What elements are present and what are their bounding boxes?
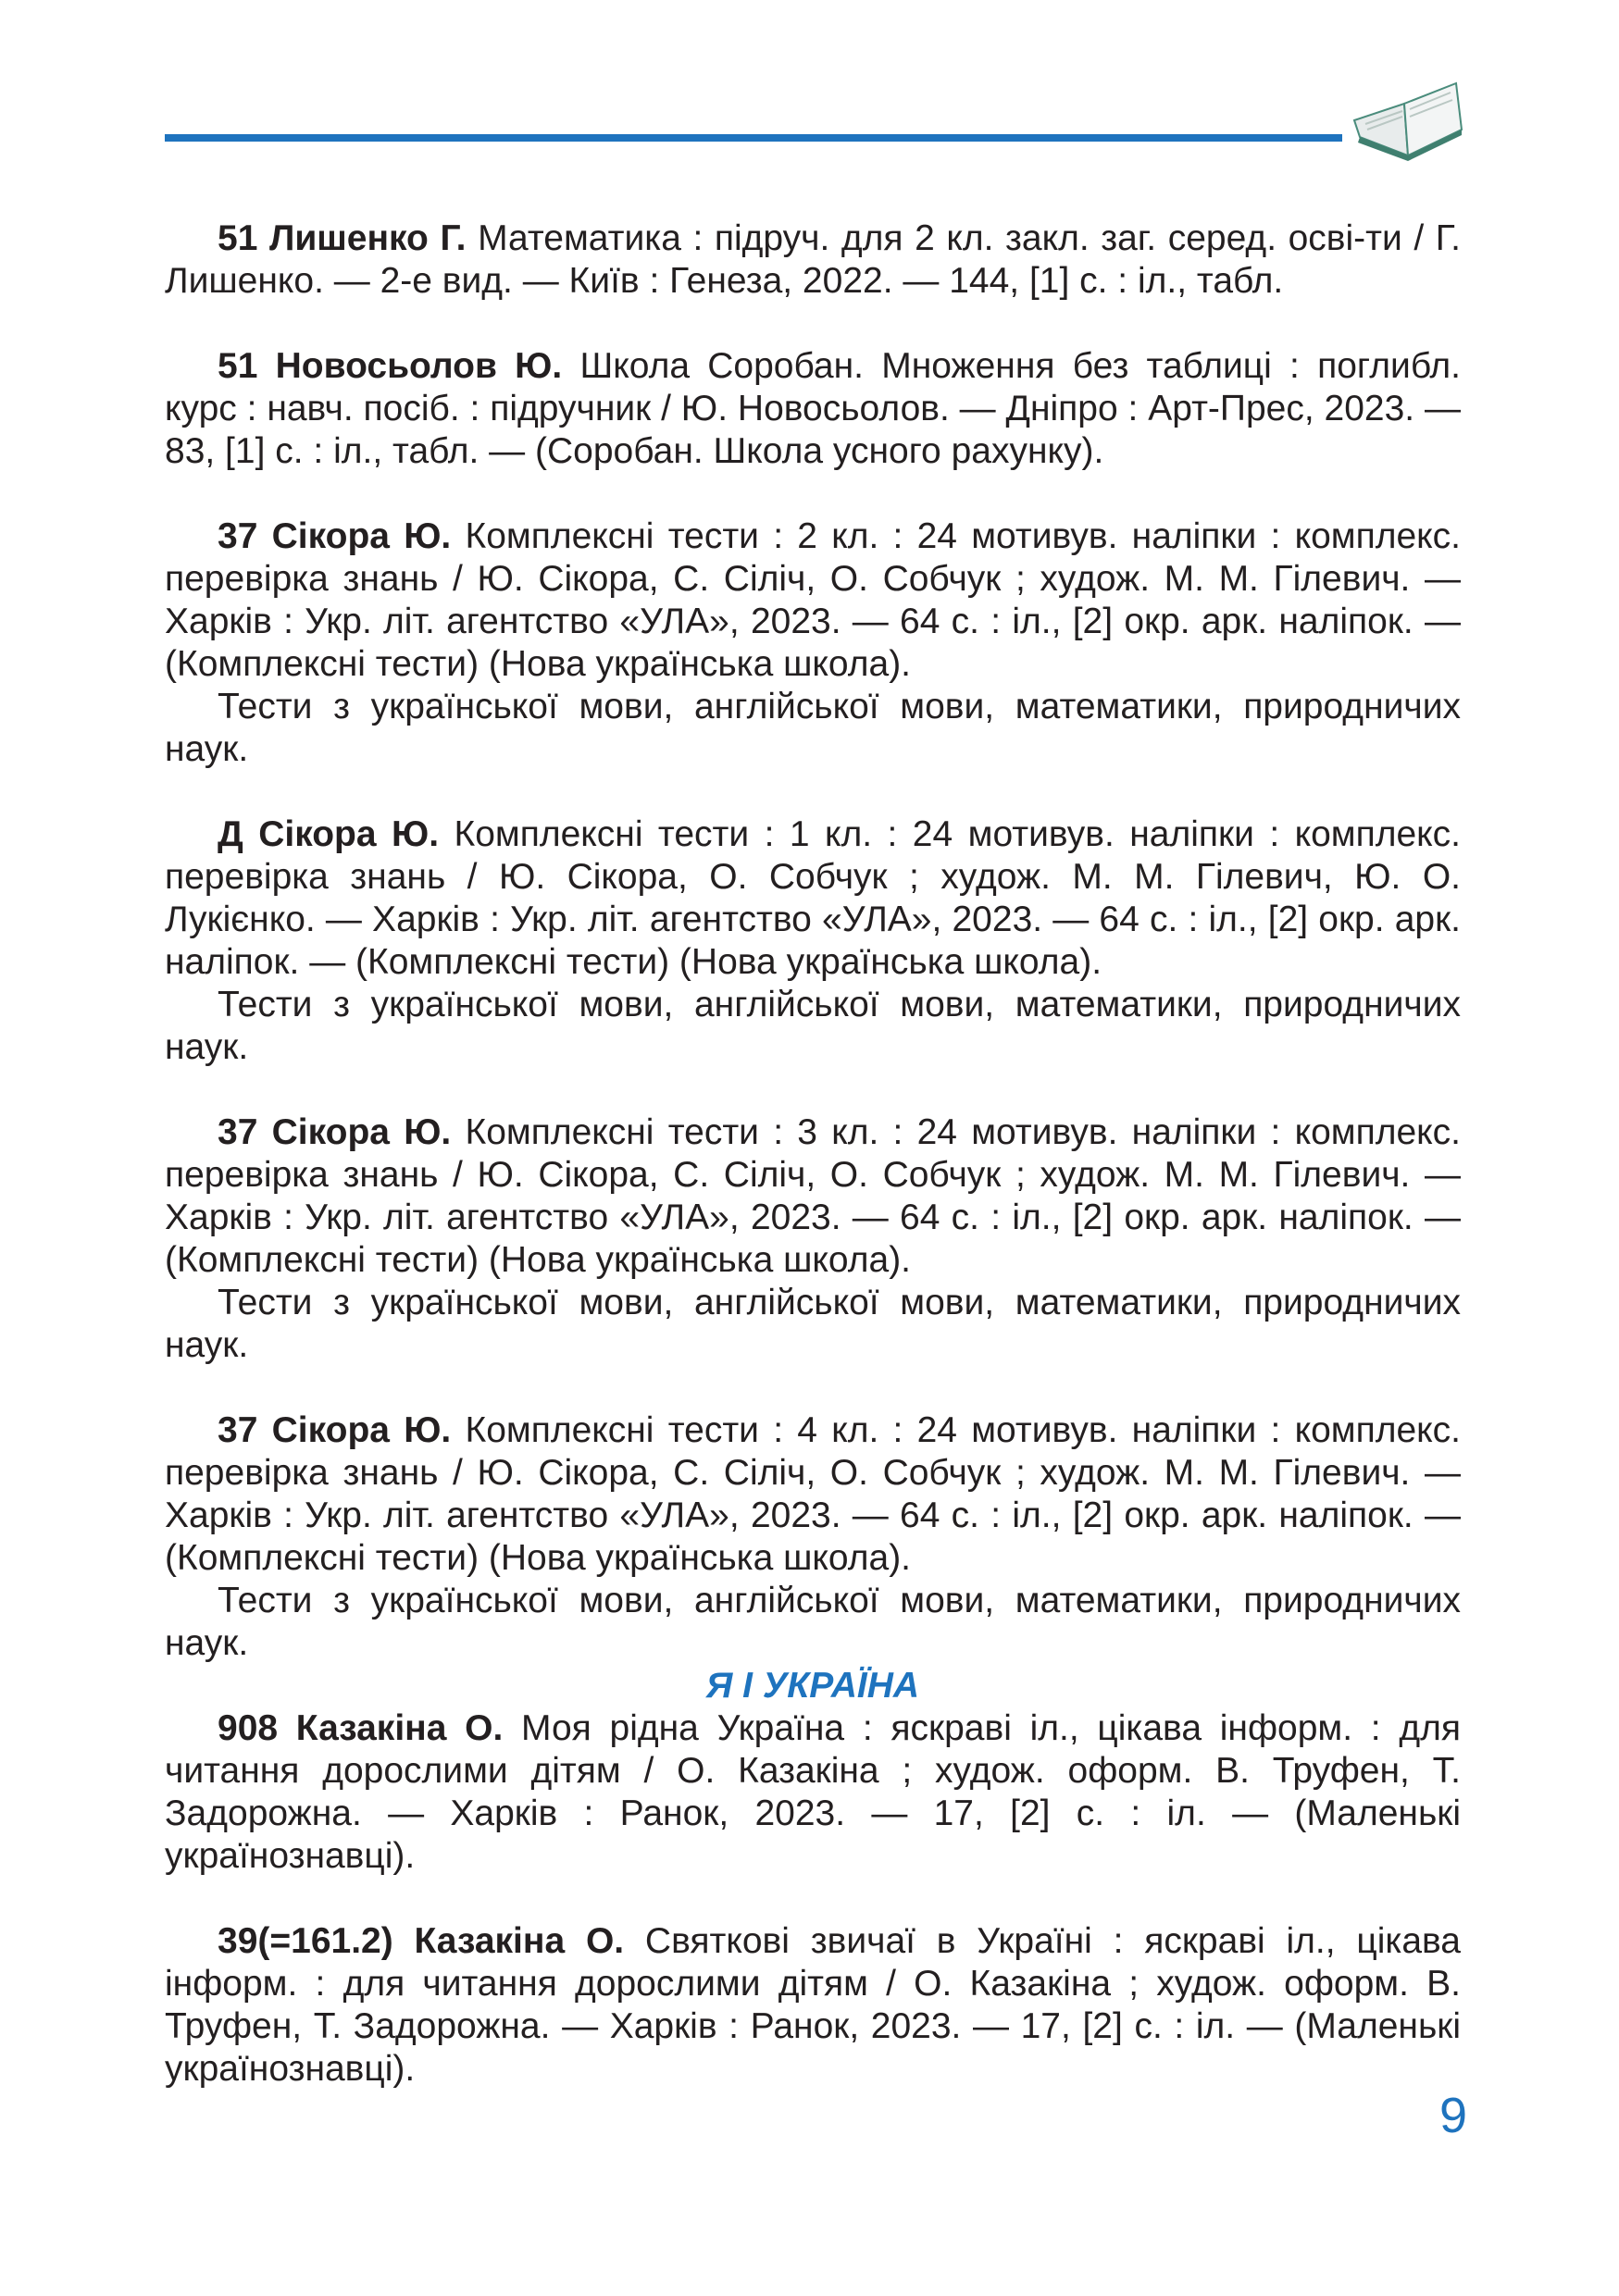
entry-description: [165, 1409, 1461, 1580]
entry-code-author: 37 Сікора Ю.: [218, 1112, 452, 1152]
entry-description: [165, 1920, 1461, 2091]
entry-description: [165, 1111, 1461, 1282]
entry-text: Математика : підруч. для 2 кл. закл. заг. серед. осві-ти / Г. Лишенко. — 2-е вид. — Київ : Генеза, 2022. — 144, [1] с. : іл., табл.: [165, 218, 1461, 301]
section-heading: Я І УКРАЇНА: [705, 1666, 920, 1706]
bibliography-entry: [165, 1409, 1461, 1665]
bibliography-entry: [165, 1111, 1461, 1367]
bibliography-entry: [165, 1707, 1461, 1878]
entry-code-author: Д Сікора Ю.: [218, 814, 440, 854]
entry-text: Святкові звичаї в Україні : яскраві іл., цікава інформ. : для читання дорослими дітям / О. Казакіна ; худож. оформ. В. Труфен, Т. Задорожна. — Харків : Ранок, 2023. — 17, [2] с. : іл. — (Маленькі українознавці).: [165, 1921, 1461, 2089]
entry-text: Комплексні тести : 1 кл. : 24 мотивув. наліпки : комплекс. перевірка знань / Ю. Сікора, О. Собчук ; худож. М. М. Гілевич, Ю. О. Лукієнко. — Харків : Укр. літ. агентство «УЛА», 2023. — 64 с. : іл., [2] окр. арк. наліпок. — (Комплексні тести) (Нова українська школа).: [165, 814, 1461, 982]
entry-text: Комплексні тести : 2 кл. : 24 мотивув. наліпки : комплекс. перевірка знань / Ю. Сікора, С. Сіліч, О. Собчук ; худож. М. М. Гілевич. — Харків : Укр. літ. агентство «УЛА», 2023. — 64 с. : іл., [2] окр. арк. наліпок. — (Комплексні тести) (Нова українська школа).: [165, 516, 1461, 684]
entry-description: [165, 217, 1461, 303]
entry-annotation: Тести з української мови, англійської мови, математики, природничих наук.: [165, 1581, 1461, 1663]
entry-code-author: 51 Новосьолов Ю.: [218, 346, 563, 386]
entry-annotation: Тести з української мови, англійської мови, математики, природничих наук.: [165, 985, 1461, 1067]
entry-description: [165, 345, 1461, 473]
bibliography-entry: [165, 1920, 1461, 2091]
open-book-icon: [1347, 76, 1467, 164]
bibliography-entry: [165, 345, 1461, 473]
entry-text: Моя рідна Україна : яскраві іл., цікава інформ. : для читання дорослими дітям / О. Казакіна ; худож. оформ. В. Труфен, Т. Задорожна. — Харків : Ранок, 2023. — 17, [2] с. : іл. — (Маленькі українознавці).: [165, 1708, 1461, 1876]
bibliography-entry: [165, 217, 1461, 303]
page-number: 9: [1438, 2088, 1467, 2143]
entry-description: [165, 1707, 1461, 1878]
entry-description: [165, 813, 1461, 984]
bibliography-list: [165, 217, 1461, 2133]
entry-description: [165, 515, 1461, 686]
entry-text: Школа Соробан. Множення без таблиці : поглибл. курс : навч. посіб. : підручник / Ю. Новосьолов. — Дніпро : Арт-Прес, 2023. — 83, [1] с. : іл., табл. — (Соробан. Школа усного рахунку).: [165, 346, 1462, 471]
bibliography-entry: [165, 515, 1461, 771]
entry-annotation: Тести з української мови, англійської мови, математики, природничих наук.: [165, 687, 1461, 769]
entry-code-author: 37 Сікора Ю.: [218, 516, 452, 556]
header-rule: [165, 134, 1342, 142]
bibliography-entry: [165, 813, 1461, 1069]
entry-code-author: 37 Сікора Ю.: [218, 1410, 452, 1450]
entry-code-author: 51 Лишенко Г.: [218, 218, 467, 258]
entry-text: Комплексні тести : 3 кл. : 24 мотивув. наліпки : комплекс. перевірка знань / Ю. Сікора, С. Сіліч, О. Собчук ; худож. М. М. Гілевич. — Харків : Укр. літ. агентство «УЛА», 2023. — 64 с. : іл., [2] окр. арк. наліпок. — (Комплексні тести) (Нова українська школа).: [165, 1112, 1461, 1280]
entry-text: Комплексні тести : 4 кл. : 24 мотивув. наліпки : комплекс. перевірка знань / Ю. Сікора, С. Сіліч, О. Собчук ; худож. М. М. Гілевич. — Харків : Укр. літ. агентство «УЛА», 2023. — 64 с. : іл., [2] окр. арк. наліпок. — (Комплексні тести) (Нова українська школа).: [165, 1410, 1461, 1578]
entry-annotation: Тести з української мови, англійської мови, математики, природничих наук.: [165, 1283, 1461, 1365]
entry-code-author: 908 Казакіна О.: [218, 1708, 504, 1748]
entry-code-author: 39(=161.2) Казакіна О.: [218, 1921, 625, 1961]
